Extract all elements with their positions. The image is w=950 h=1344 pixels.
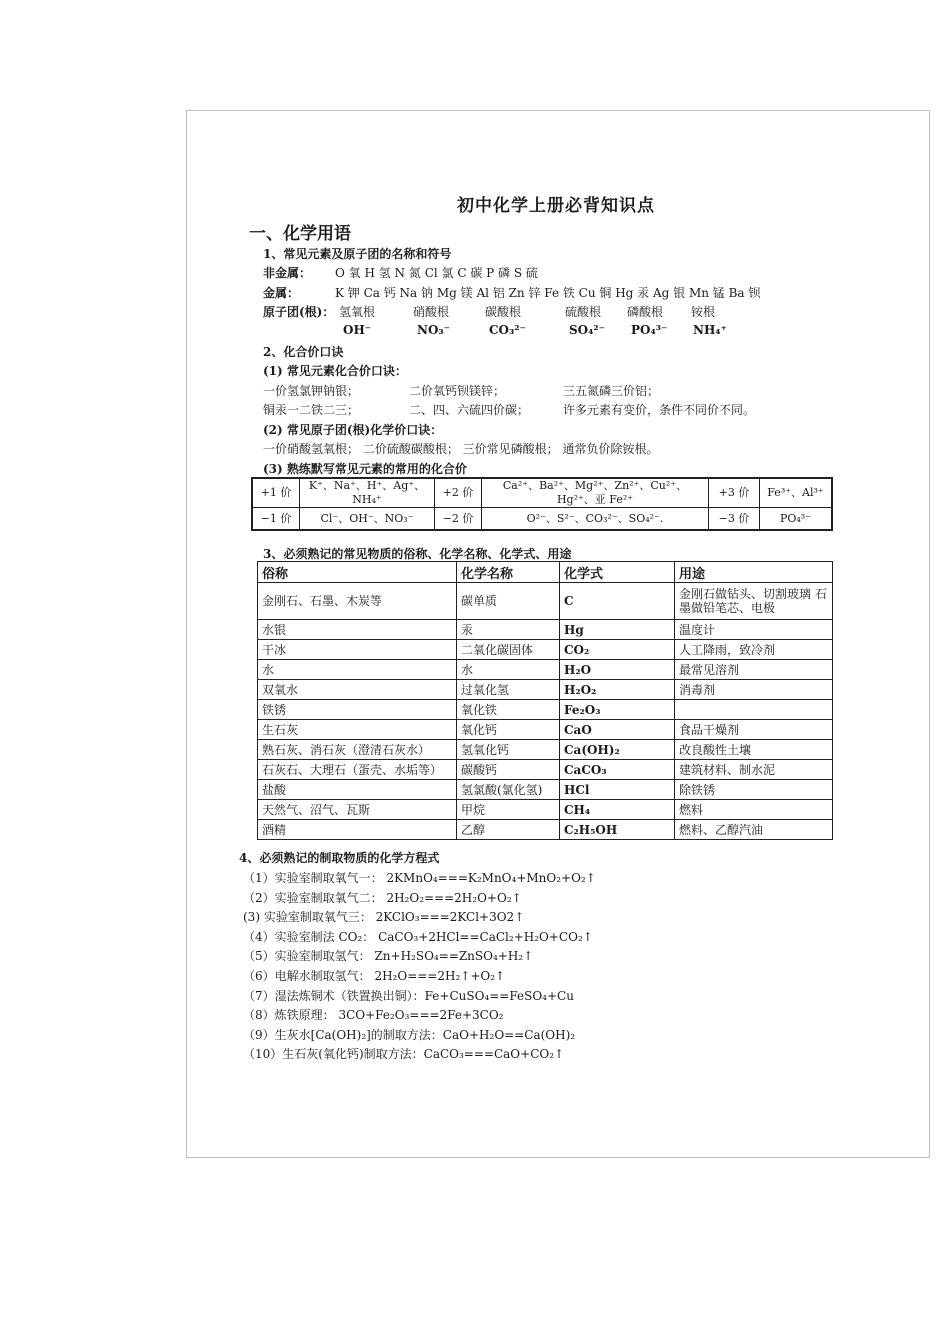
table-cell: 熟石灰、消石灰（澄清石灰水）: [258, 740, 457, 760]
page-title: 初中化学上册必背知识点: [457, 196, 655, 216]
group-rhyme: 一价硝酸氢氧根； 二价硫酸碳酸根； 三价常见磷酸根； 通常负价除铵根。: [263, 442, 659, 456]
table-row: [258, 780, 833, 800]
valence-row: [252, 478, 832, 508]
table-cell: 生石灰: [258, 720, 457, 740]
table-cell: [675, 700, 833, 720]
valence-table: [251, 477, 833, 531]
table-cell: 氢氯酸(氯化氢): [457, 780, 560, 800]
table-cell: 食品干燥剂: [675, 720, 833, 740]
group-label: 原子团(根)：: [263, 305, 335, 319]
group-name: 氢氧根: [339, 305, 376, 319]
table-cell: 过氧化氢: [457, 680, 560, 700]
subheading-2c: (3) 熟练默写常见元素的常用的化合价: [263, 462, 467, 476]
table-cell: CO₂: [560, 640, 675, 660]
table-cell: 氧化钙: [457, 720, 560, 740]
valence-cell: +2 价: [435, 478, 482, 508]
table-row: [258, 720, 833, 740]
valence-row: [252, 508, 832, 531]
group-name: 碳酸根: [485, 305, 522, 319]
group-symbol: NH₄⁺: [693, 323, 727, 337]
equation-line: （10）生石灰(氧化钙)制取方法：CaCO₃===CaO+CO₂↑: [243, 1047, 565, 1062]
table-row: [258, 700, 833, 720]
table-cell: CaO: [560, 720, 675, 740]
group-symbol: CO₃²⁻: [489, 323, 526, 337]
nonmetal-list: O 氧 H 氢 N 氮 Cl 氯 C 碳 P 磷 S 硫: [335, 266, 538, 280]
equation-line: （1）实验室制取氧气一： 2KMnO₄===K₂MnO₄+MnO₂+O₂↑: [243, 871, 596, 885]
group-name: 硝酸根: [413, 305, 450, 319]
valence-cell: Ca²⁺、Ba²⁺、Mg²⁺、Zn²⁺、Cu²⁺、Hg²⁺、亚 Fe²⁺: [482, 478, 709, 508]
valence-cell: +1 价: [252, 478, 300, 508]
equation-line: （4）实验室制法 CO₂： CaCO₃+2HCl==CaCl₂+H₂O+CO₂↑: [243, 929, 593, 944]
valence-rhyme: 铜汞一二铁二三；: [263, 403, 360, 417]
valence-cell: Cl⁻、OH⁻、NO₃⁻: [300, 508, 435, 531]
subheading-1: 1、常见元素及原子团的名称和符号: [263, 247, 452, 261]
table-row: [258, 740, 833, 760]
valence-cell: Fe³⁺、Al³⁺: [760, 478, 833, 508]
equation-line: （6）电解水制取氢气： 2H₂O===2H₂↑+O₂↑: [243, 969, 506, 983]
valence-cell: K⁺、Na⁺、H⁺、Ag⁺、NH₄⁺: [300, 478, 435, 508]
table-cell: 水: [258, 660, 457, 680]
table-cell: Hg: [560, 620, 675, 640]
table-cell: 燃料、乙醇汽油: [675, 820, 833, 840]
column-header: 化学式: [560, 562, 675, 583]
table-row: [258, 583, 833, 620]
table-row: [258, 680, 833, 700]
table-row: [258, 660, 833, 680]
table-cell: 二氧化碳固体: [457, 640, 560, 660]
table-cell: 氢氧化钙: [457, 740, 560, 760]
table-cell: 最常见溶剂: [675, 660, 833, 680]
valence-cell: −3 价: [709, 508, 760, 531]
table-cell: 石灰石、大理石（蛋壳、水垢等）: [258, 760, 457, 780]
table-cell: 温度计: [675, 620, 833, 640]
metal-label: 金属：: [263, 286, 300, 300]
table-cell: H₂O: [560, 660, 675, 680]
table-cell: 除铁锈: [675, 780, 833, 800]
column-header: 用途: [675, 562, 833, 583]
table-cell: C₂H₅OH: [560, 820, 675, 840]
table-cell: 铁锈: [258, 700, 457, 720]
table-row: [258, 800, 833, 820]
document-page: [186, 110, 930, 1158]
equation-line: （8）炼铁原理： 3CO+Fe₂O₃===2Fe+3CO₂: [243, 1008, 504, 1023]
table-row: [258, 760, 833, 780]
table-row: [258, 820, 833, 840]
equation-line: （7）湿法炼铜术（铁置换出铜）：Fe+CuSO₄==FeSO₄+Cu: [243, 988, 574, 1003]
substances-table: [257, 561, 833, 840]
table-cell: Ca(OH)₂: [560, 740, 675, 760]
section-heading: 一、化学用语: [249, 224, 351, 244]
valence-rhyme: 一价氢氯钾钠银；: [263, 384, 360, 398]
group-symbol: SO₄²⁻: [569, 323, 605, 337]
group-name: 硫酸根: [565, 305, 602, 319]
group-symbol: PO₄³⁻: [631, 323, 668, 337]
table-cell: CH₄: [560, 800, 675, 820]
table-cell: 双氧水: [258, 680, 457, 700]
valence-cell: PO₄³⁻: [760, 508, 833, 531]
table-cell: Fe₂O₃: [560, 700, 675, 720]
equation-line: （9）生灰水[Ca(OH)₂]的制取方法：CaO+H₂O==Ca(OH)₂: [243, 1027, 576, 1042]
valence-rhyme: 二价氧钙钡镁锌；: [409, 384, 506, 398]
subheading-2b: (2) 常见原子团(根)化学价口诀：: [263, 423, 443, 437]
table-cell: 乙醇: [457, 820, 560, 840]
table-cell: 碳酸钙: [457, 760, 560, 780]
table-cell: 盐酸: [258, 780, 457, 800]
table-cell: H₂O₂: [560, 680, 675, 700]
table-cell: 汞: [457, 620, 560, 640]
table-cell: 碳单质: [457, 583, 560, 620]
valence-cell: −2 价: [435, 508, 482, 531]
valence-cell: O²⁻、S²⁻、CO₃²⁻、SO₄²⁻.: [482, 508, 709, 531]
subheading-2a: (1) 常见元素化合价口诀：: [263, 364, 407, 378]
group-name: 铵根: [691, 305, 716, 319]
table-cell: 甲烷: [457, 800, 560, 820]
subheading-2: 2、化合价口诀: [263, 345, 344, 359]
column-header: 俗称: [258, 562, 457, 583]
valence-rhyme: 三五氮磷三价铝；: [563, 384, 660, 398]
table-row: [258, 640, 833, 660]
group-name: 磷酸根: [627, 305, 664, 319]
valence-cell: +3 价: [709, 478, 760, 508]
subheading-3: 3、必须熟记的常见物质的俗称、化学名称、化学式、用途: [263, 547, 572, 561]
valence-rhyme: 许多元素有变价，条件不同价不同。: [563, 403, 756, 417]
table-cell: 金刚石、石墨、木炭等: [258, 583, 457, 620]
table-cell: 金刚石做钻头、切割玻璃 石墨做铅笔芯、电极: [675, 583, 833, 620]
table-cell: 水: [457, 660, 560, 680]
equation-line: （2）实验室制取氧气二： 2H₂O₂===2H₂O+O₂↑: [243, 890, 522, 905]
table-cell: 人工降雨，致冷剂: [675, 640, 833, 660]
metal-list: K 钾 Ca 钙 Na 钠 Mg 镁 Al 铝 Zn 锌 Fe 铁 Cu 铜 Hg 汞 Ag 银 Mn 锰 Ba 钡: [335, 286, 761, 300]
table-cell: 改良酸性土壤: [675, 740, 833, 760]
table-cell: 酒精: [258, 820, 457, 840]
table-cell: 干冰: [258, 640, 457, 660]
nonmetal-label: 非金属：: [263, 266, 312, 280]
table-cell: 建筑材料、制水泥: [675, 760, 833, 780]
table-header-row: [258, 562, 833, 583]
table-cell: CaCO₃: [560, 760, 675, 780]
group-symbol: OH⁻: [343, 323, 372, 337]
substances-body: [258, 583, 833, 840]
table-cell: 消毒剂: [675, 680, 833, 700]
valence-cell: −1 价: [252, 508, 300, 531]
table-cell: 氧化铁: [457, 700, 560, 720]
table-cell: 燃料: [675, 800, 833, 820]
column-header: 化学名称: [457, 562, 560, 583]
subheading-4: 4、必须熟记的制取物质的化学方程式: [239, 851, 440, 865]
table-cell: C: [560, 583, 675, 620]
table-cell: HCl: [560, 780, 675, 800]
equation-line: （5）实验室制取氢气： Zn+H₂SO₄==ZnSO₄+H₂↑: [243, 949, 534, 964]
group-symbol: NO₃⁻: [417, 323, 451, 337]
valence-rhyme: 二、四、六硫四价碳；: [409, 403, 530, 417]
table-cell: 水银: [258, 620, 457, 640]
table-row: [258, 620, 833, 640]
table-cell: 天然气、沼气、瓦斯: [258, 800, 457, 820]
equation-line: (3) 实验室制取氧气三： 2KClO₃===2KCl+3O2↑: [243, 910, 525, 925]
